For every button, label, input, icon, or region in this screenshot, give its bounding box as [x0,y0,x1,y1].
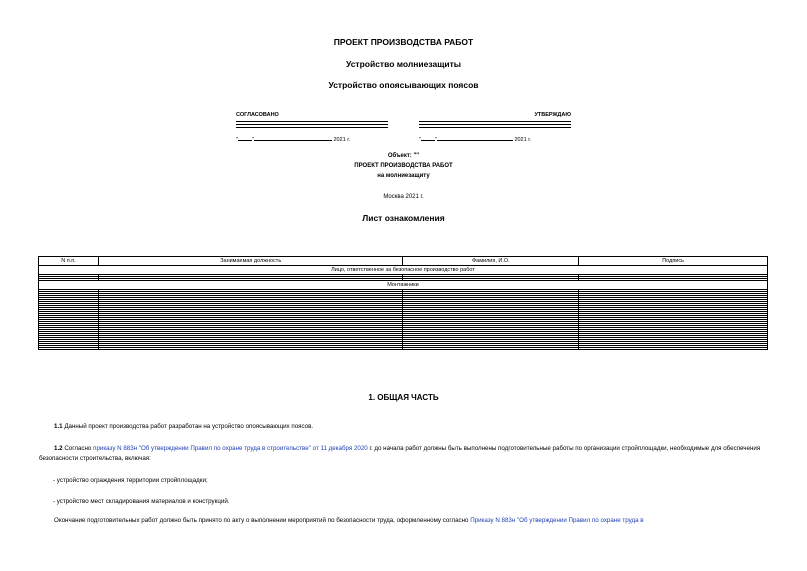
approval-block-right [419,112,571,143]
header-num: N п.п. [39,257,99,266]
list-item: - устройство мест складирования материалов и конструкций. [53,498,230,505]
signature-line [236,127,388,128]
year-label: 2021 г. [514,137,532,143]
object-block [0,151,807,181]
order-883n-link[interactable]: приказу N 883н "Об утверждении Правил по охране труда в строительстве" от 11 декабря 2020 [93,445,368,452]
header-signature: Подпись [579,257,768,266]
signature-line [236,121,388,122]
signature-line [419,121,571,122]
group-responsible: Лицо, ответственное за безопасное производство работ [39,266,768,275]
object-project: ПРОЕКТ ПРОИЗВОДСТВА РАБОТ [354,163,453,169]
table-header-row [39,257,768,266]
document-subtitle-2: Устройство опоясывающих поясов [328,80,479,90]
clause-number: 1.1 [54,423,63,430]
paragraph-1-1: 1.1 Данный проект производства работ разработан на устройство опоясывающих поясов. [54,423,314,430]
agreed-label: СОГЛАСОВАНО [236,112,279,118]
city-year: Москва 2021 г. [383,194,424,200]
paragraph-1-2: 1.2 Согласно приказу N 883н "Об утверждении Правил по охране труда в строительстве" от 11 декабря 2020 г. до начала работ должны быть выполнены подготовительные работы по организации стройплощадки, необходимые для обеспечения безопасности строительства, включая: [39,445,761,462]
header-position: Занимаемая должность [98,257,403,266]
object-subject: на молниезащиту [377,173,430,179]
object-name: Объект: "" [387,153,420,159]
approve-label: УТВЕРЖДАЮ [534,112,571,118]
order-883n-link-2[interactable]: Приказу N 883н "Об утверждении Правил по охране труда в [470,517,644,524]
date-line: " " 2021 г. [419,134,571,143]
clause-number: 1.2 [54,445,63,452]
list-item: - устройство ограждения территории стройплощадки; [53,477,208,484]
sheet-title: Лист ознакомления [362,213,445,223]
table-row [39,348,768,350]
document-subtitle: Устройство молниезащиты [345,59,462,69]
group-row [39,266,768,275]
signature-line [419,127,571,128]
year-label: 2021 г. [333,137,351,143]
signature-line [419,124,571,125]
approval-block-left [236,112,388,143]
paragraph-completion: Окончание подготовительных работ должно быть принято по акту о выполнении мероприятий по безопасности труда, оформленному согласно Приказу N 883н "Об утверждении Правил по охране труда в [54,517,644,524]
document-title: ПРОЕКТ ПРОИЗВОДСТВА РАБОТ [333,37,474,47]
group-row [39,281,768,290]
header-name: Фамилия, И.О. [403,257,579,266]
signature-line [236,124,388,125]
section-title: 1. ОБЩАЯ ЧАСТЬ [368,393,439,402]
date-line: " " 2021 г. [236,134,388,143]
acknowledgment-table [38,256,768,350]
group-installers: Монтажники [39,281,768,290]
